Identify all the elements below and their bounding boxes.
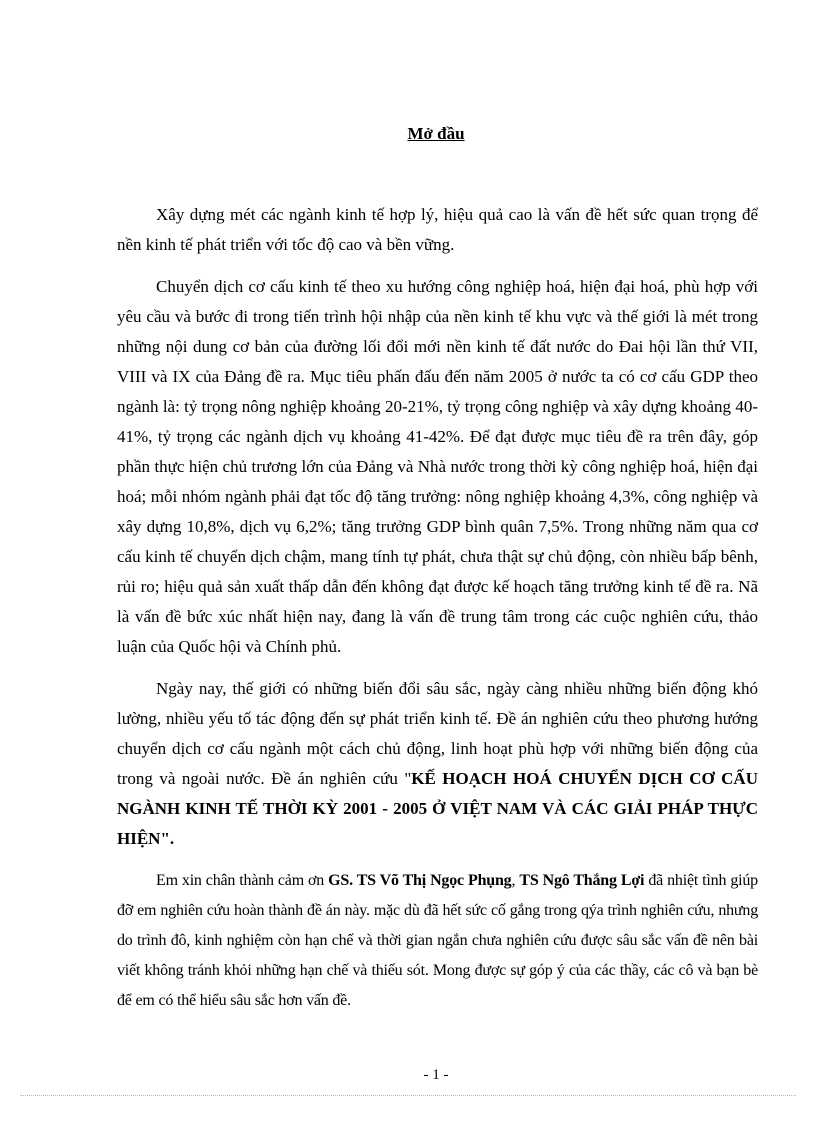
advisor-name-1: GS. TS Võ Thị Ngọc Phụng — [328, 872, 512, 889]
paragraph-1: Xây dựng mét các ngành kinh tế hợp lý, hiệu quả cao là vấn đề hết sức quan trọng để nền kinh tế phát triển với tốc độ cao và bền vững. — [117, 205, 758, 254]
advisor-name-2: TS Ngô Thắng Lợi — [519, 872, 645, 889]
paragraph-3 — [117, 674, 758, 854]
project-title-bold: KẾ HOẠCH HOÁ CHUYỂN DỊCH CƠ CẤU NGÀNH KINH TẾ THỜI KỲ 2001 - 2005 Ở VIỆT NAM VÀ CÁC GIẢI PHÁP THỰC HIỆN". — [117, 769, 758, 848]
paragraph-4 — [117, 866, 758, 1016]
paragraph-3-text: Ngày nay, thế giới có những biến đổi sâu sắc, ngày càng nhiều những biến động khó lường, nhiều yếu tố tác động đến sự phát triển kinh tế. Đề án nghiên cứu theo phương hướng chuyển dịch cơ cấu ngành một cách chủ động, linh hoạt phù hợp với những biến động của trong và ngoài nước. Đề án nghiên cứu " — [117, 679, 758, 788]
paragraph-4-start: Em xin chân thành cảm ơn — [156, 872, 329, 889]
page-title: Mở đầu — [407, 124, 465, 143]
page-divider — [20, 1095, 796, 1096]
paragraph-2: Chuyển dịch cơ cấu kinh tế theo xu hướng công nghiệp hoá, hiện đại hoá, phù hợp với yêu cầu và bước đi trong tiến trình hội nhập của nền kinh tế khu vực và thế giới là mét trong những nội dung cơ bản của đường lối đổi mới nền kinh tế đất nước do Đai hội lần thứ VII, VIII và IX của Đảng đề ra. Mục tiêu phấn đấu đến năm 2005 ở nước ta có cơ cấu GDP theo ngành là: tỷ trọng nông nghiệp khoảng 20-21%, tỷ trọng công nghiệp và xây dựng khoảng 40-41%, tỷ trọng các ngành dịch vụ khoảng 41-42%. Để đạt được mục tiêu đề ra trên đây, góp phần thực hiện chủ trương lớn của Đảng và Nhà nước trong thời kỳ công nghiệp hoá, hiện đại hoá; mỗi nhóm ngành phải đạt tốc độ tăng trưởng: nông nghiệp khoảng 4,3%, công nghiệp và xây dựng 10,8%, dịch vụ 6,2%; tăng trưởng GDP bình quân 7,5%. Trong những năm qua cơ cấu kinh tế chuyển dịch chậm, mang tính tự phát, chưa thật sự chủ động, còn nhiều bấp bênh, rủi ro; hiệu quả sản xuất thấp dẫn đến không đạt được kế hoạch tăng trưởng kinh tế đề ra. Nã là vấn đề bức xúc nhất hiện nay, đang là vấn đề trung tâm trong các cuộc nghiên cứu, thảo luận của Quốc hội và Chính phủ. — [117, 277, 758, 656]
page-number: - 1 - — [423, 1067, 449, 1083]
paragraph-4-comma: , — [511, 872, 520, 889]
document-body — [117, 200, 758, 1028]
paragraph-4-rest: đã nhiệt tình giúp đỡ em nghiên cứu hoàn thành đề án này. mặc dù đã hết sức cố gắng trong qýa trình nghiên cứu, nhưng do trình đô, kinh nghiệm còn hạn chế và thời gian ngắn chưa nghiên cứu được sâu sắc vấn đề nên bài viết không tránh khỏi những hạn chế và thiếu sót. Mong được sự góp ý của các thầy, các cô và bạn bè để em có thể hiểu sâu sắc hơn vấn đề. — [117, 872, 758, 1009]
